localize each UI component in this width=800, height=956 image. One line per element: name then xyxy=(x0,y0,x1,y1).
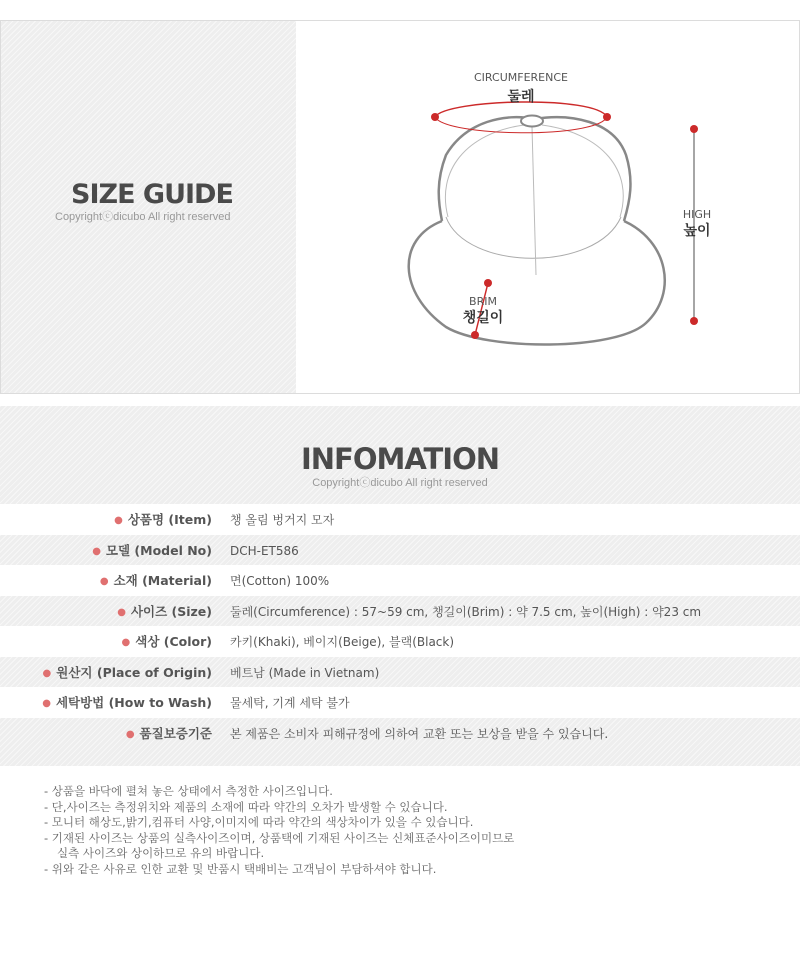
hat-crown-inner-line xyxy=(446,217,621,258)
spec-value: 물세탁, 기계 세탁 불가 xyxy=(230,696,350,710)
spec-value: 베트남 (Made in Vietnam) xyxy=(230,665,380,680)
spec-label: 색상 (Color) xyxy=(135,634,212,649)
circumference-label-en: CIRCUMFERENCE xyxy=(474,71,568,84)
hat-center-seam xyxy=(532,127,536,275)
height-top-dot xyxy=(690,125,698,133)
spec-row-material xyxy=(0,565,800,596)
size-guide-copyright: Copyrightⓒdicubo All right reserved xyxy=(55,211,231,223)
notice-item: 실측 사이즈와 상이하므로 유의 바랍니다. xyxy=(57,846,265,861)
spec-label: 세탁방법 (How to Wash) xyxy=(55,695,212,710)
spec-value: 카키(Khaki), 베이지(Beige), 블랙(Black) xyxy=(230,635,455,649)
height-label-en: HIGH xyxy=(682,208,712,221)
information-title: INFOMATION xyxy=(300,442,500,476)
size-guide-title-panel xyxy=(0,21,296,393)
information-header xyxy=(0,406,800,504)
brim-bottom-dot xyxy=(471,331,479,339)
notice-item: - 단,사이즈는 측정위치와 제품의 소재에 따라 약간의 오차가 발생할 수 있습니다. xyxy=(44,799,448,814)
product-spec-table xyxy=(0,504,800,718)
hat-brim-outline xyxy=(409,221,665,345)
notice-list xyxy=(44,784,514,878)
brim-top-dot xyxy=(484,279,492,287)
notice-item: - 상품을 바닥에 펼쳐 놓은 상태에서 측정한 사이즈입니다. xyxy=(44,784,333,798)
spec-value: 본 제품은 소비자 피해규정에 의하여 교환 또는 보상을 받을 수 있습니다. xyxy=(230,727,609,741)
bullet-icon: ● xyxy=(42,698,51,709)
hat-diagram xyxy=(296,21,800,393)
spec-label: 원산지 (Place of Origin) xyxy=(56,664,212,680)
spec-row-model xyxy=(0,535,800,566)
spec-row-warranty xyxy=(0,718,800,766)
brim-label-ko: 챙길이 xyxy=(462,310,504,326)
size-guide-title: SIZE GUIDE xyxy=(71,179,233,210)
spec-row-wash xyxy=(0,687,800,718)
notice-item: - 기재된 사이즈는 상품의 실측사이즈이며, 상품택에 기재된 사이즈는 신체표준사이즈이미므로 xyxy=(44,830,515,845)
bullet-icon: ● xyxy=(117,606,126,618)
brim-measure-line xyxy=(475,283,488,335)
bullet-icon: ● xyxy=(125,729,135,740)
spec-label: 품질보증기준 xyxy=(139,726,212,741)
spec-label: 모델 (Model No) xyxy=(105,542,212,558)
spec-row-color xyxy=(0,626,800,657)
notice-item: - 모니터 해상도,밝기,컴퓨터 사양,이미지에 따라 약간의 색상차이가 있을 수 있습니다. xyxy=(44,815,474,830)
circumference-label-ko: 둘레 xyxy=(507,89,535,105)
circumference-left-dot xyxy=(431,113,439,121)
spec-value: 면(Cotton) 100% xyxy=(230,574,330,588)
spec-value: 둘레(Circumference) : 57~59 cm, 챙길이(Brim) : 약 7.5 cm, 높이(High) : 약23 cm xyxy=(230,604,702,619)
hat-crown-arc-right xyxy=(542,125,623,217)
bullet-icon: ● xyxy=(42,667,52,679)
hat-top-button xyxy=(521,116,543,127)
spec-label: 상품명 (Item) xyxy=(127,512,212,527)
bullet-icon: ● xyxy=(121,637,131,648)
spec-label: 사이즈 (Size) xyxy=(130,603,212,619)
spec-row-origin xyxy=(0,657,800,688)
notice-item: - 위와 같은 사유로 인한 교환 및 반품시 택배비는 고객님이 부담하셔야 합니다. xyxy=(44,861,437,876)
bullet-icon: ● xyxy=(92,545,101,557)
spec-value: DCH-ET586 xyxy=(230,543,299,558)
spec-value: 챙 올림 벙거지 모자 xyxy=(230,513,335,527)
spec-label: 소재 (Material) xyxy=(113,573,212,588)
hat-diagram-panel xyxy=(296,21,800,393)
bullet-icon: ● xyxy=(99,576,109,587)
information-copyright: Copyrightⓒdicubo All right reserved xyxy=(312,477,488,489)
height-bottom-dot xyxy=(690,317,698,325)
spec-row-item xyxy=(0,504,800,535)
circumference-right-dot xyxy=(603,113,611,121)
size-guide-section xyxy=(0,20,800,394)
spec-row-size xyxy=(0,596,800,627)
bullet-icon: ● xyxy=(114,515,123,526)
height-label-ko: 높이 xyxy=(683,223,711,239)
brim-label-en: BRIM xyxy=(469,295,497,308)
